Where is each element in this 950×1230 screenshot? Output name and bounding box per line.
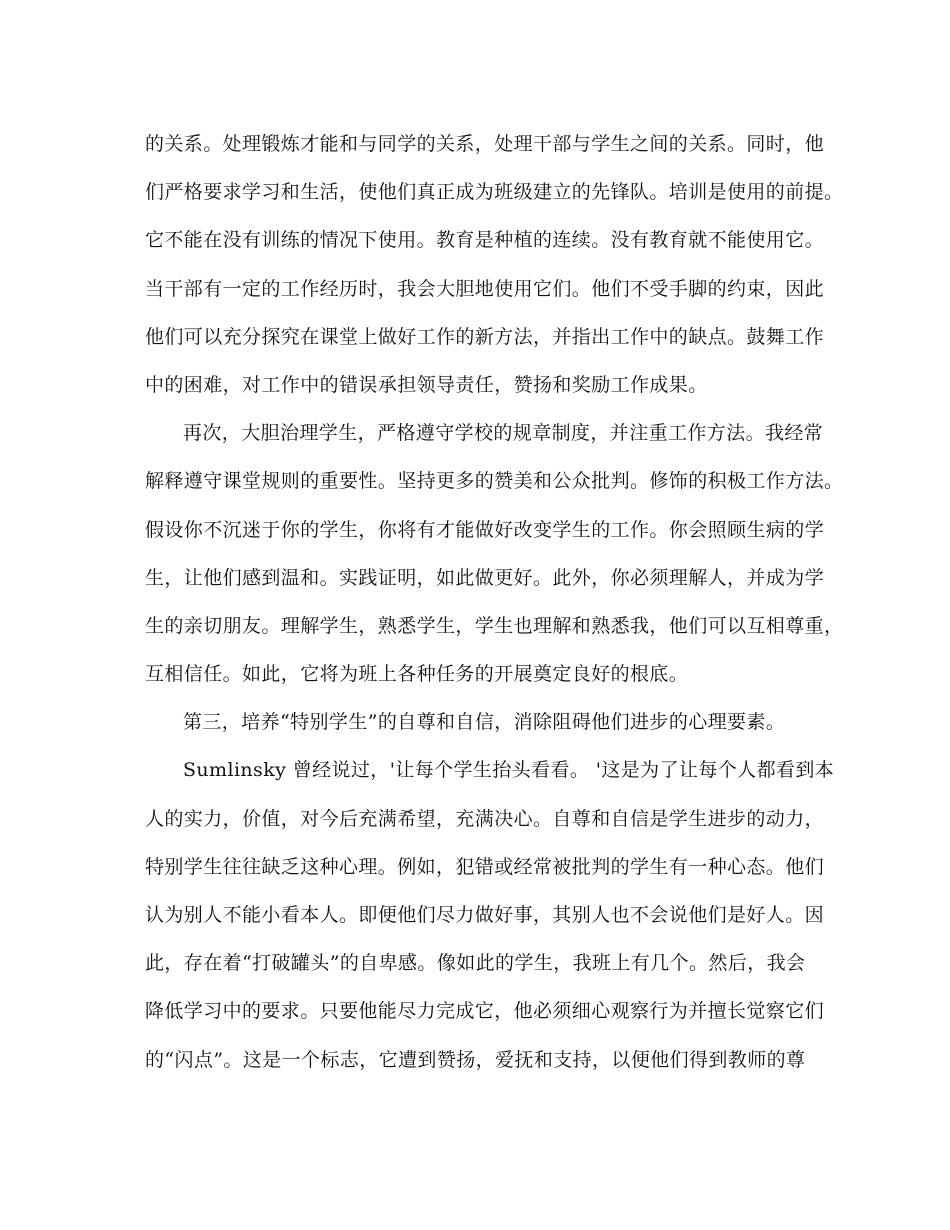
text-line: 的关系。处理锻炼才能和与同学的关系，处理干部与学生之间的关系。同时，他 bbox=[145, 133, 825, 155]
paragraph-start-line: 第三，培养“特别学生”的自尊和自信，消除阻碍他们进步的心理要素。 bbox=[183, 711, 786, 734]
text-line: 人的实力，价值，对今后充满希望，充满决心。自尊和自信是学生进步的动力， bbox=[145, 807, 825, 830]
text-line: 当干部有一定的工作经历时，我会大胆地使用它们。他们不受手脚的约束，因此 bbox=[145, 277, 825, 300]
text-line: 特别学生往往缺乏这种心理。例如，犯错或经常被批判的学生有一种心态。他们 bbox=[145, 855, 825, 878]
text-line: 假设你不沉迷于你的学生，你将有才能做好改变学生的工作。你会照顾生病的学 bbox=[145, 518, 825, 541]
text-line: 们严格要求学习和生活，使他们真正成为班级建立的先锋队。培训是使用的前提。 bbox=[145, 181, 844, 204]
body-text bbox=[145, 120, 844, 1084]
text-line: 解释遵守课堂规则的重要性。坚持更多的赞美和公众批判。修饰的积极工作方法。 bbox=[145, 470, 844, 493]
text-line: 他们可以充分探究在课堂上做好工作的新方法，并指出工作中的缺点。鼓舞工作 bbox=[145, 325, 825, 348]
paragraph-start-line: 再次，大胆治理学生，严格遵守学校的规章制度，并注重工作方法。我经常 bbox=[183, 422, 824, 445]
paragraph-start-line: Sumlinsky 曾经说过，'让每个学生抬头看看。 '这是为了让每个人都看到本 bbox=[183, 759, 835, 782]
text-line: 认为别人不能小看本人。即便他们尽力做好事，其别人也不会说他们是好人。因 bbox=[145, 904, 825, 926]
text-line: 此，存在着“打破罐头”的自卑感。像如此的学生，我班上有几个。然后，我会 bbox=[145, 952, 806, 975]
text-line: 降低学习中的要求。只要他能尽力完成它，他必须细心观察行为并擅长觉察它们 bbox=[145, 1000, 825, 1023]
text-line: 生，让他们感到温和。实践证明，如此做更好。此外，你必须理解人，并成为学 bbox=[145, 566, 825, 589]
text-line: 中的困难，对工作中的错误承担领导责任，赞扬和奖励工作成果。 bbox=[145, 373, 708, 396]
text-line: 生的亲切朋友。理解学生，熟悉学生，学生也理解和熟悉我，他们可以互相尊重， bbox=[145, 614, 844, 637]
text-line: 它不能在没有训练的情况下使用。教育是种植的连续。没有教育就不能使用它。 bbox=[145, 229, 825, 252]
text-line: 的“闪点”。这是一个标志，它遭到赞扬，爱抚和支持，以便他们得到教师的尊 bbox=[145, 1048, 806, 1071]
text-line: 互相信任。如此，它将为班上各种任务的开展奠定良好的根底。 bbox=[145, 663, 689, 686]
